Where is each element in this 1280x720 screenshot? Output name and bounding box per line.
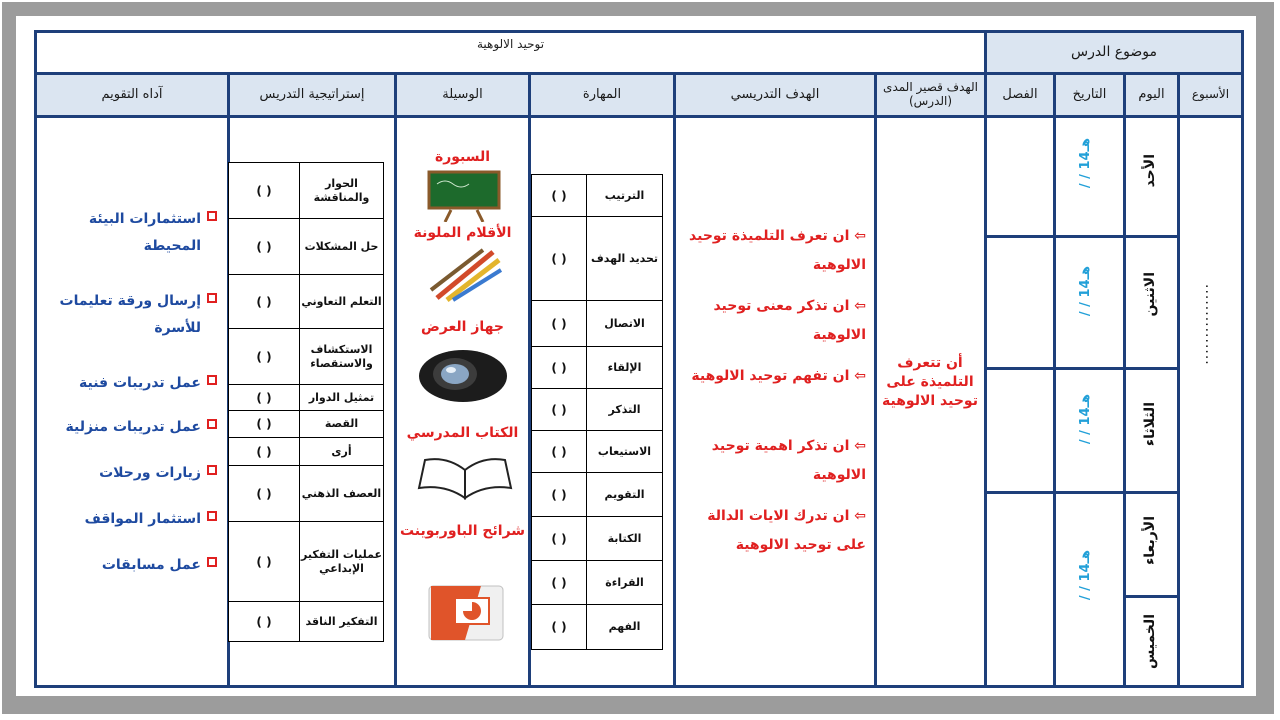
tool-label: الأقلام الملونة: [413, 225, 512, 241]
checkbox-icon[interactable]: [207, 465, 217, 475]
evaluation-header: [37, 75, 227, 115]
topic-cell: [37, 33, 984, 72]
evaluation-text: استثمارات البيئة المحيطة: [88, 211, 201, 254]
skill-parens[interactable]: ( ): [551, 402, 567, 417]
class-cell[interactable]: [987, 370, 1053, 491]
date-text: / / 14هـ: [1078, 138, 1093, 189]
strategy-header-text: إستراتيجية التدريس: [259, 86, 365, 102]
evaluation-item: [99, 460, 217, 487]
strategy-parens[interactable]: ( ): [256, 390, 272, 405]
checkbox-icon[interactable]: [207, 293, 217, 303]
skill-parens[interactable]: ( ): [551, 531, 567, 546]
projector-icon: [415, 340, 511, 406]
teaching-goal-item: [681, 222, 866, 281]
checkbox-icon[interactable]: [207, 511, 217, 521]
skill-parens[interactable]: ( ): [551, 316, 567, 331]
week-cell[interactable]: [1180, 118, 1241, 685]
day-cell: [1126, 494, 1177, 595]
powerpoint-icon: [425, 582, 507, 644]
checkbox-icon[interactable]: [207, 211, 217, 221]
skill-parens[interactable]: ( ): [551, 444, 567, 459]
arrow-icon: ⇦: [854, 298, 866, 314]
tool-label: الكتاب المدرسي: [406, 425, 519, 441]
teaching-goal-text: ان تفهم توحيد الالوهية: [691, 368, 850, 384]
arrow-icon: ⇦: [854, 228, 866, 244]
teaching-goal-text: ان تعرف التلميذة توحيد الالوهية: [689, 228, 866, 274]
strategy-parens[interactable]: ( ): [256, 486, 272, 501]
short-goal-header-text: الهدف قصير المدى (الدرس): [883, 80, 978, 108]
evaluation-item: [41, 288, 217, 341]
teaching-goal-text: ان تذكر اهمية توحيد الالوهية: [711, 438, 866, 484]
evaluation-text: عمل مسابقات: [101, 557, 201, 573]
teaching-goal-item: [681, 362, 866, 391]
strategy-row: [229, 275, 383, 329]
teaching-goal-text: ان تذكر معنى توحيد الالوهية: [713, 298, 866, 344]
strategy-row: [229, 438, 383, 466]
blackboard-icon: [427, 170, 501, 222]
teaching-goal-item: [681, 292, 866, 351]
evaluation-cell: [37, 118, 227, 685]
strategy-label: حل المشكلات: [299, 219, 383, 274]
tool-cell: [397, 118, 528, 685]
skill-row: [532, 605, 662, 649]
skill-row: [532, 175, 662, 217]
tool-label: السبورة: [434, 149, 491, 165]
date-cell[interactable]: [1056, 494, 1123, 685]
teaching-goal-header: [676, 75, 874, 115]
class-cell[interactable]: [987, 118, 1053, 235]
skill-header: [531, 75, 673, 115]
day-label: الخميس: [1142, 614, 1158, 670]
strategy-row: [229, 522, 383, 602]
skill-label: القراءة: [586, 561, 662, 604]
strategy-row: [229, 602, 383, 641]
evaluation-text: عمل تدريبات فنية: [79, 375, 201, 391]
checkbox-icon[interactable]: [207, 557, 217, 567]
book-icon: [415, 448, 515, 508]
teaching-goal-header-text: الهدف التدريسي: [730, 86, 820, 102]
skill-table: [531, 174, 663, 650]
day-cell: [1126, 370, 1177, 491]
skill-label: التذكر: [586, 389, 662, 430]
evaluation-text: عمل تدريبات منزلية: [65, 419, 201, 435]
strategy-label: التفكير الناقد: [299, 602, 383, 641]
skill-label: الفهم: [586, 605, 662, 649]
date-text: / / 14هـ: [1078, 550, 1093, 601]
date-header: [1056, 75, 1123, 115]
strategy-label: القصة: [299, 411, 383, 437]
short-goal-text: أن تتعرف التلميذة على توحيد الالوهية: [882, 355, 978, 409]
skill-row: [532, 473, 662, 517]
class-cell[interactable]: [987, 238, 1053, 367]
strategy-table: [228, 162, 384, 642]
tool-label: شرائح الباوربوينت: [399, 523, 526, 539]
strategy-label: تمثيل الدوار: [299, 385, 383, 410]
day-label: الاثنين: [1142, 272, 1158, 317]
short-goal-cell: [877, 118, 984, 685]
class-cell[interactable]: [987, 494, 1053, 685]
strategy-parens[interactable]: ( ): [256, 417, 272, 431]
strategy-label: عمليات التفكير الإبداعي: [299, 522, 383, 601]
skill-label: تحديد الهدف: [586, 217, 662, 300]
skill-cell: [531, 118, 673, 685]
teaching-goal-cell: [676, 118, 874, 685]
skill-parens[interactable]: ( ): [551, 575, 567, 590]
strategy-label: العصف الذهني: [299, 466, 383, 521]
strategy-parens[interactable]: ( ): [256, 444, 272, 459]
strategy-row: [229, 385, 383, 411]
date-text: / / 14هـ: [1078, 266, 1093, 317]
date-header-text: التاريخ: [1072, 86, 1107, 102]
evaluation-item: [51, 206, 217, 259]
strategy-parens[interactable]: ( ): [256, 614, 272, 629]
skill-parens[interactable]: ( ): [551, 188, 567, 203]
class-header-text: الفصل: [1002, 86, 1038, 102]
skill-label: الاتصال: [586, 301, 662, 346]
day-label: الأربعاء: [1142, 516, 1158, 565]
evaluation-header-text: آداه التقويم: [101, 86, 163, 102]
teaching-goal-item: [681, 432, 866, 491]
day-header-text: اليوم: [1138, 86, 1165, 102]
strategy-cell: [230, 118, 394, 685]
day-label: الأحد: [1142, 154, 1158, 188]
skill-label: الكتابة: [586, 517, 662, 560]
lesson-topic-header: [987, 33, 1241, 72]
skill-parens[interactable]: ( ): [551, 251, 567, 266]
strategy-parens[interactable]: ( ): [256, 554, 272, 569]
class-header: [987, 75, 1053, 115]
tool-header-text: الوسيلة: [442, 86, 483, 102]
checkbox-icon[interactable]: [207, 375, 217, 385]
evaluation-text: زيارات ورحلات: [99, 465, 201, 481]
strategy-header: [230, 75, 394, 115]
date-cell[interactable]: [1056, 370, 1123, 491]
day-header: [1126, 75, 1177, 115]
day-cell: [1126, 238, 1177, 367]
strategy-parens[interactable]: ( ): [256, 349, 272, 364]
strategy-row: [229, 163, 383, 219]
date-cell[interactable]: [1056, 118, 1123, 235]
strategy-parens[interactable]: ( ): [256, 239, 272, 254]
date-text: / / 14هـ: [1078, 394, 1093, 445]
teaching-goal-item: [681, 502, 866, 561]
skill-header-text: المهارة: [582, 86, 622, 102]
day-cell: [1126, 598, 1177, 685]
skill-parens[interactable]: ( ): [551, 620, 567, 634]
tool-header: [397, 75, 528, 115]
evaluation-item: [102, 552, 217, 579]
skill-row: [532, 517, 662, 561]
skill-parens[interactable]: ( ): [551, 487, 567, 502]
skill-row: [532, 301, 662, 347]
week-header-text: الأسبوع: [1191, 87, 1230, 102]
skill-row: [532, 347, 662, 389]
lesson-plan-table: [34, 30, 1244, 688]
strategy-row: [229, 219, 383, 275]
checkbox-icon[interactable]: [207, 419, 217, 429]
arrow-icon: ⇦: [854, 368, 866, 384]
strategy-row: [229, 411, 383, 438]
skill-label: الإلقاء: [586, 347, 662, 388]
lesson-topic-label: موضوع الدرس: [1070, 44, 1157, 61]
skill-parens[interactable]: ( ): [551, 360, 567, 375]
skill-label: الاستيعاب: [586, 431, 662, 472]
teaching-goal-text: ان تدرك الايات الدالة على توحيد الالوهية: [707, 508, 866, 554]
week-header: [1180, 75, 1241, 115]
evaluation-item: [85, 506, 217, 533]
evaluation-text: استثمار المواقف: [84, 511, 201, 527]
strategy-label: الحوار والمناقشة: [299, 163, 383, 218]
strategy-row: [229, 466, 383, 522]
skill-row: [532, 431, 662, 473]
arrow-icon: ⇦: [854, 438, 866, 454]
day-cell: [1126, 118, 1177, 235]
strategy-parens[interactable]: ( ): [256, 294, 272, 309]
skill-row: [532, 389, 662, 431]
skill-row: [532, 561, 662, 605]
date-cell[interactable]: [1056, 238, 1123, 367]
tool-label: جهاز العرض: [420, 319, 505, 335]
skill-row: [532, 217, 662, 301]
day-label: الثلاثاء: [1142, 402, 1158, 447]
strategy-label: الاستكشاف والاستقصاء: [299, 329, 383, 384]
strategy-label: أرى: [299, 438, 383, 465]
week-value: ...............: [1202, 284, 1218, 366]
topic-text: توحيد الالوهية: [476, 37, 545, 51]
evaluation-item: [79, 370, 217, 397]
arrow-icon: ⇦: [854, 508, 866, 524]
skill-label: الترتيب: [586, 175, 662, 216]
evaluation-item: [66, 414, 217, 441]
evaluation-text: إرسال ورقة تعليمات للأسرة: [59, 293, 201, 336]
strategy-parens[interactable]: ( ): [256, 183, 272, 198]
short-goal-header: [877, 75, 984, 115]
colored-pencils-icon: [427, 246, 507, 302]
strategy-label: التعلم التعاوني: [299, 275, 383, 328]
strategy-row: [229, 329, 383, 385]
skill-label: التقويم: [586, 473, 662, 516]
